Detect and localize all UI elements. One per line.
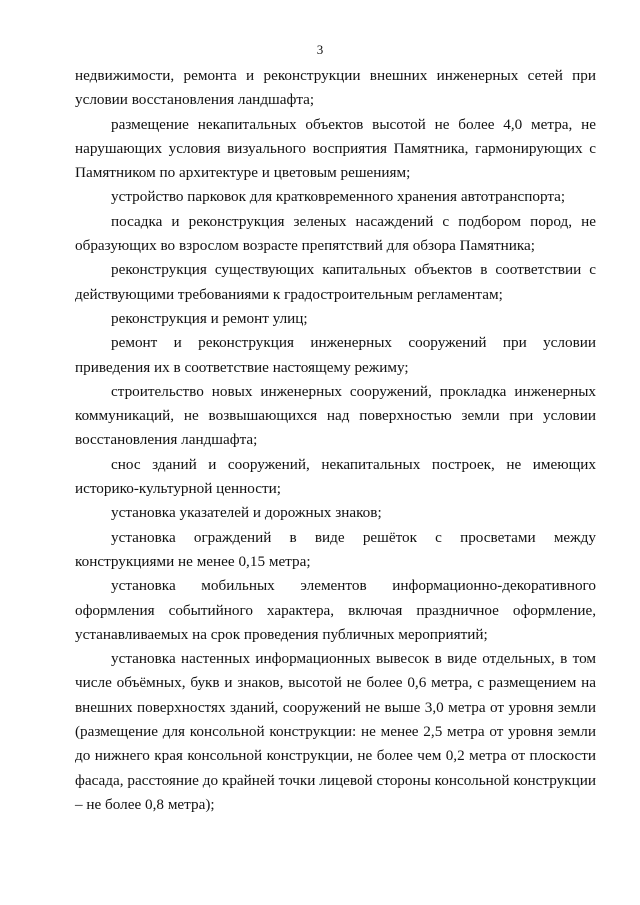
paragraph-7: ремонт и реконструкция инженерных сооружений при условии приведения их в соответствие настоящему режиму; [75, 334, 596, 376]
paragraph-6: реконструкция и ремонт улиц; [111, 309, 308, 327]
paragraph-2: размещение некапитальных объектов высотой не более 4,0 метра, не нарушающих условия визуального восприятия Памятника, гармонирующих с Памятником по архитектуре и цветовым решениям; [75, 115, 596, 182]
paragraph-8: строительство новых инженерных сооружений, прокладка инженерных коммуникаций, не возвышающихся над поверхностью земли при условии восстановления ландшафта; [75, 382, 596, 449]
paragraph-9: снос зданий и сооружений, некапитальных построек, не имеющих историко-культурной ценности; [75, 455, 596, 498]
document-body [75, 64, 596, 817]
paragraph-13: установка настенных информационных вывесок в виде отдельных, в том числе объёмных, букв и знаков, высотой не более 0,6 метра, с размещением на внешних поверхностях зданий, сооружений не выше 3,0 метра от уровня земли (размещение для консольной конструкции: не менее 2,5 метра от уровня земли до нижнего края консольной конструкции, не более чем 0,2 метра от плоскости фасада, расстояние до крайней точки лицевой стороны консольной конструкции – не более 0,8 метра); [75, 650, 596, 813]
paragraph-10: установка указателей и дорожных знаков; [111, 504, 382, 522]
paragraph-12: установка мобильных элементов информационно-декоративного оформления событийного характера, включая праздничное оформление, устанавливаемых на срок проведения публичных мероприятий; [75, 577, 596, 643]
paragraph-11: установка ограждений в виде решёток с просветами между конструкциями не менее 0,15 метра; [75, 528, 596, 570]
paragraph-5: реконструкция существующих капитальных объектов в соответствии с действующими требованиями к градостроительным регламентам; [75, 261, 596, 303]
page-number: 3 [316, 42, 324, 57]
paragraph-1: недвижимости, ремонта и реконструкции внешних инженерных сетей при условии восстановления ландшафта; [75, 67, 596, 109]
paragraph-3: устройство парковок для кратковременного хранения автотранспорта; [111, 188, 566, 206]
paragraph-4: посадка и реконструкция зеленых насаждений с подбором пород, не образующих во взрослом возрасте препятствий для обзора Памятника; [75, 212, 596, 255]
